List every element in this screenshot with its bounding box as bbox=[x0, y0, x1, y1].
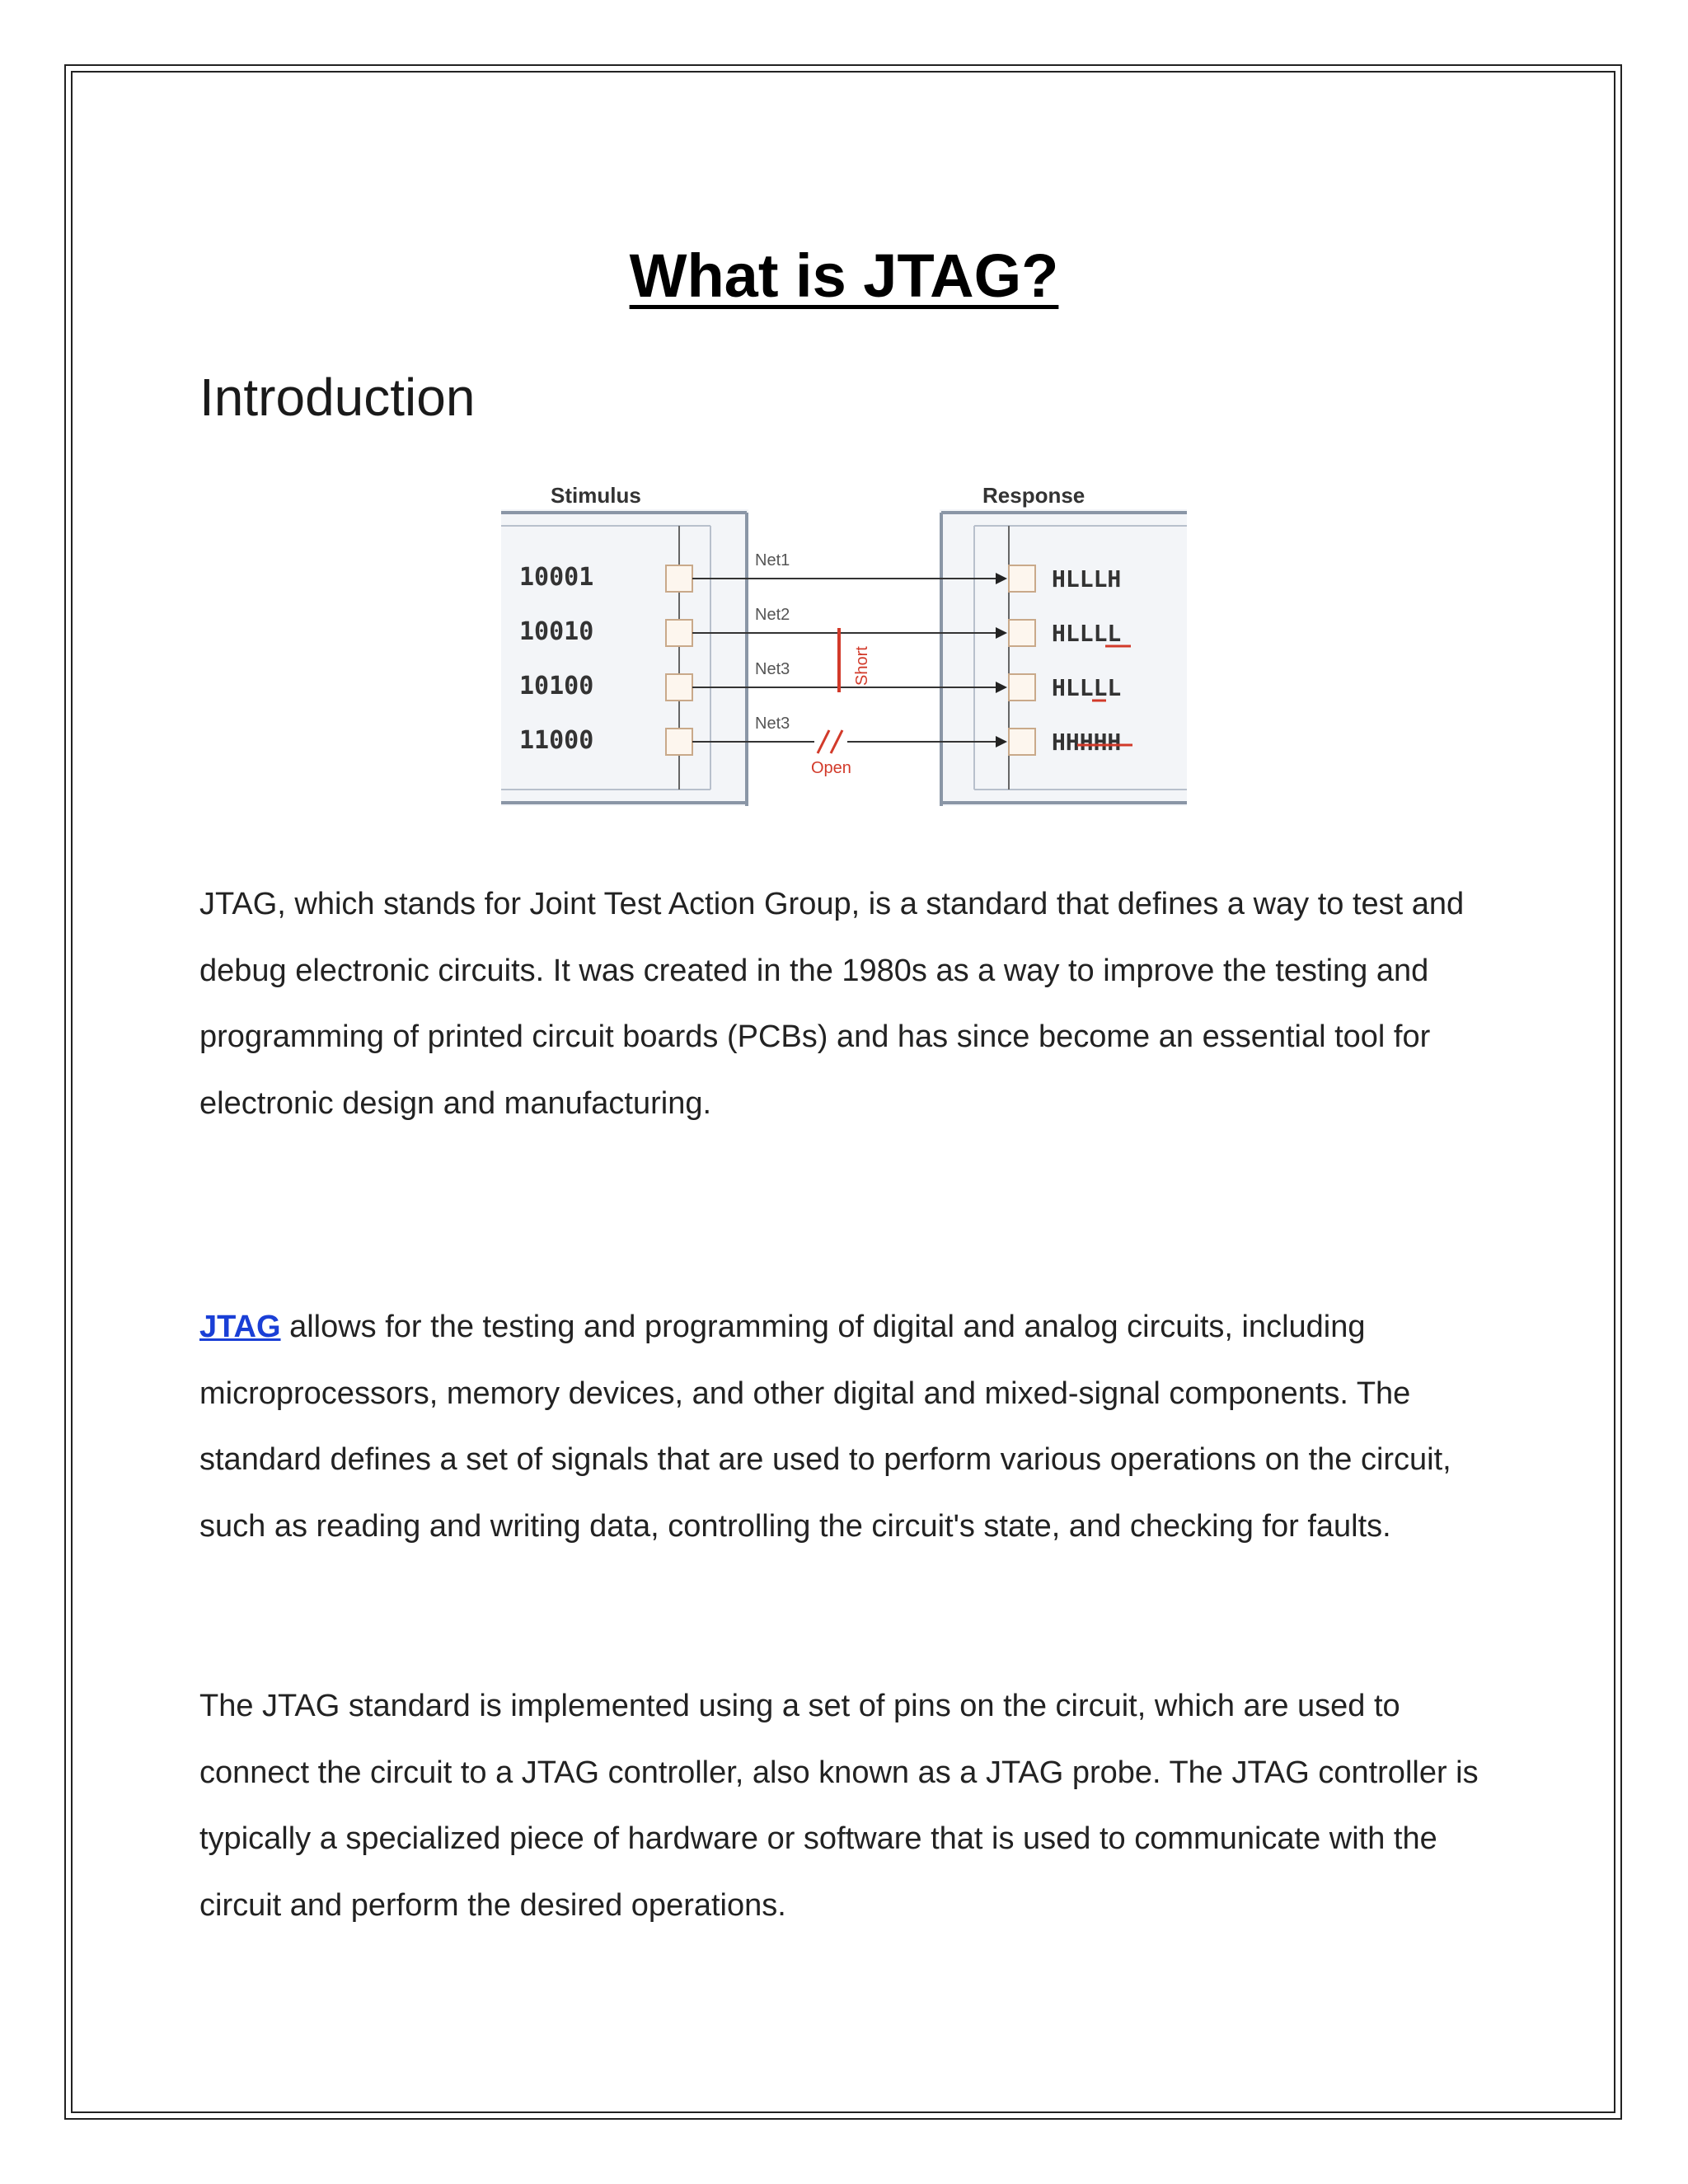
section-heading: Introduction bbox=[199, 368, 476, 427]
short-label: Short bbox=[853, 646, 871, 686]
response-header: Response bbox=[982, 483, 1085, 508]
stimulus-value: 10100 bbox=[519, 672, 594, 701]
stimulus-header: Stimulus bbox=[551, 483, 641, 508]
response-panel bbox=[940, 509, 1187, 806]
net-label: Net1 bbox=[755, 551, 790, 569]
paragraph-capabilities bbox=[199, 1294, 1502, 1559]
net-label: Net2 bbox=[755, 606, 790, 624]
net-label: Net3 bbox=[755, 715, 790, 733]
response-value: HLLLL bbox=[1052, 620, 1122, 647]
response-value: HLLLH bbox=[1052, 565, 1122, 593]
stimulus-value: 10001 bbox=[519, 563, 594, 592]
paragraph-intro: JTAG, which stands for Joint Test Action Group, is a standard that defines a way to test and debug electronic circuits. It was created in the 1980s as a way to improve the testing and programming of printed circuit boards (PCBs) and has since become an essential tool for electronic design and manufacturing. bbox=[199, 887, 1465, 1121]
response-value: HHHHH bbox=[1052, 729, 1122, 756]
page-title: What is JTAG? bbox=[629, 241, 1059, 310]
net-label: Net3 bbox=[755, 660, 790, 678]
stimulus-value: 10010 bbox=[519, 617, 594, 646]
jtag-boundary-scan-figure bbox=[498, 473, 1190, 813]
jtag-link[interactable]: JTAG bbox=[199, 1310, 281, 1344]
response-value: HLLLL bbox=[1052, 674, 1122, 701]
open-label: Open bbox=[811, 759, 851, 777]
stimulus-value: 11000 bbox=[519, 726, 594, 755]
open-marker bbox=[818, 730, 829, 753]
paragraph-implementation: The JTAG standard is implemented using a set of pins on the circuit, which are used to connect the circuit to a JTAG controller, also known as a JTAG probe. The JTAG controller is typically a specialized piece of hardware or software that is used to communicate with the circuit and perform the desired operations. bbox=[199, 1689, 1479, 1923]
paragraph-capabilities-text: allows for the testing and programming of digital and analog circuits, including microprocessors, memory devices, and other digital and mixed-signal components. The standard defines a set of signals that are used to perform various operations on the circuit, such as reading and writing data, controlling the circuit's state, and checking for faults. bbox=[199, 1310, 1451, 1544]
